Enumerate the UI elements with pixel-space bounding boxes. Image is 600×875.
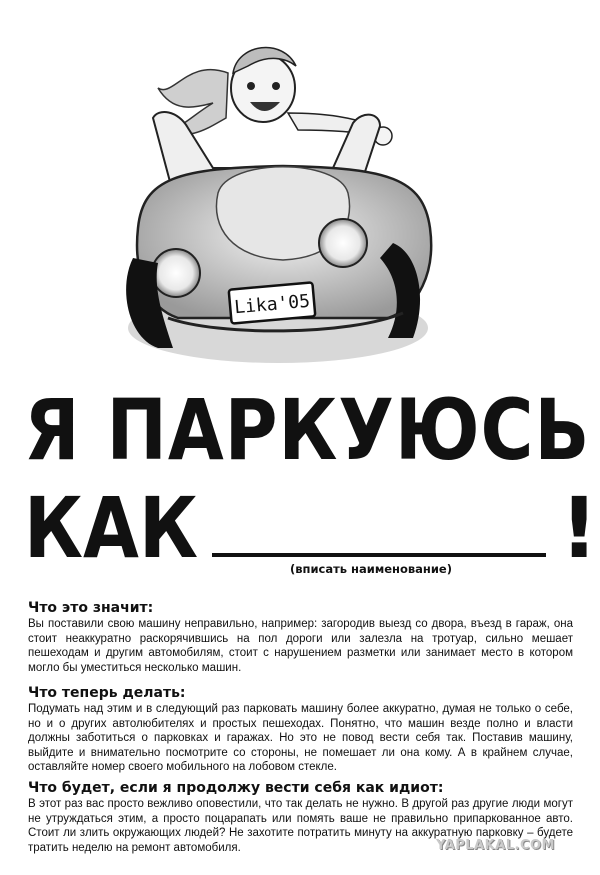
section-title-what-to-do: Что теперь делать: (28, 685, 186, 701)
license-plate-text: Lika'05 (233, 290, 311, 319)
section-text-consequences: В этот раз вас просто вежливо оповестили, что так делать не нужно. В другой раз другие люди могут не утруждаться этим, а просто поцарапать или помять ваше не правильно припаркованное авто. Стоит ли злить окружающих людей? Не захотите потратить минуту на аккуратную парковку – будете тратить неделю на ремонт автомобиля. (28, 798, 573, 854)
section-title-meaning: Что это значит: (28, 600, 154, 616)
exclamation-mark: ! (560, 479, 599, 577)
headline-line-1: Я ПАРКУЮСЬ (24, 381, 591, 479)
blank-hint: (вписать наименование) (290, 562, 452, 576)
section-text-what-to-do: Подумать над этим и в следующий раз парковать машину более аккуратно, думая не только о себе, но и о других автолюбителях и простых пешеходах. Понятно, что машин везде полно и власти должны заботиться о парковках и гаражах. Но это не повод вести себя так. Поставив машину, выйдите и внимательно посмотрите со стороны, не помешает ли она кому. А в крайнем случае, оставляйте номер своего мобильного на лобовом стекле. (28, 703, 573, 774)
section-text-meaning: Вы поставили свою машину неправильно, например: загородив выезд со двора, въезд в гараж, она стоит неаккуратно раскорячившись на пол дороги или залезла на тротуар, сильно мешает пешеходам и другим автомобилям, стоит с нарушением разметки или занимает место в котором могло бы уместиться несколько машин. (28, 618, 573, 674)
section-title-consequences: Что будет, если я продолжу вести себя как идиот: (28, 780, 444, 796)
fill-in-blank-line (212, 553, 546, 557)
car-illustration (118, 18, 448, 368)
watermark: YAPLAKAL.COM (436, 838, 555, 853)
headline-word: КАК (24, 479, 199, 577)
